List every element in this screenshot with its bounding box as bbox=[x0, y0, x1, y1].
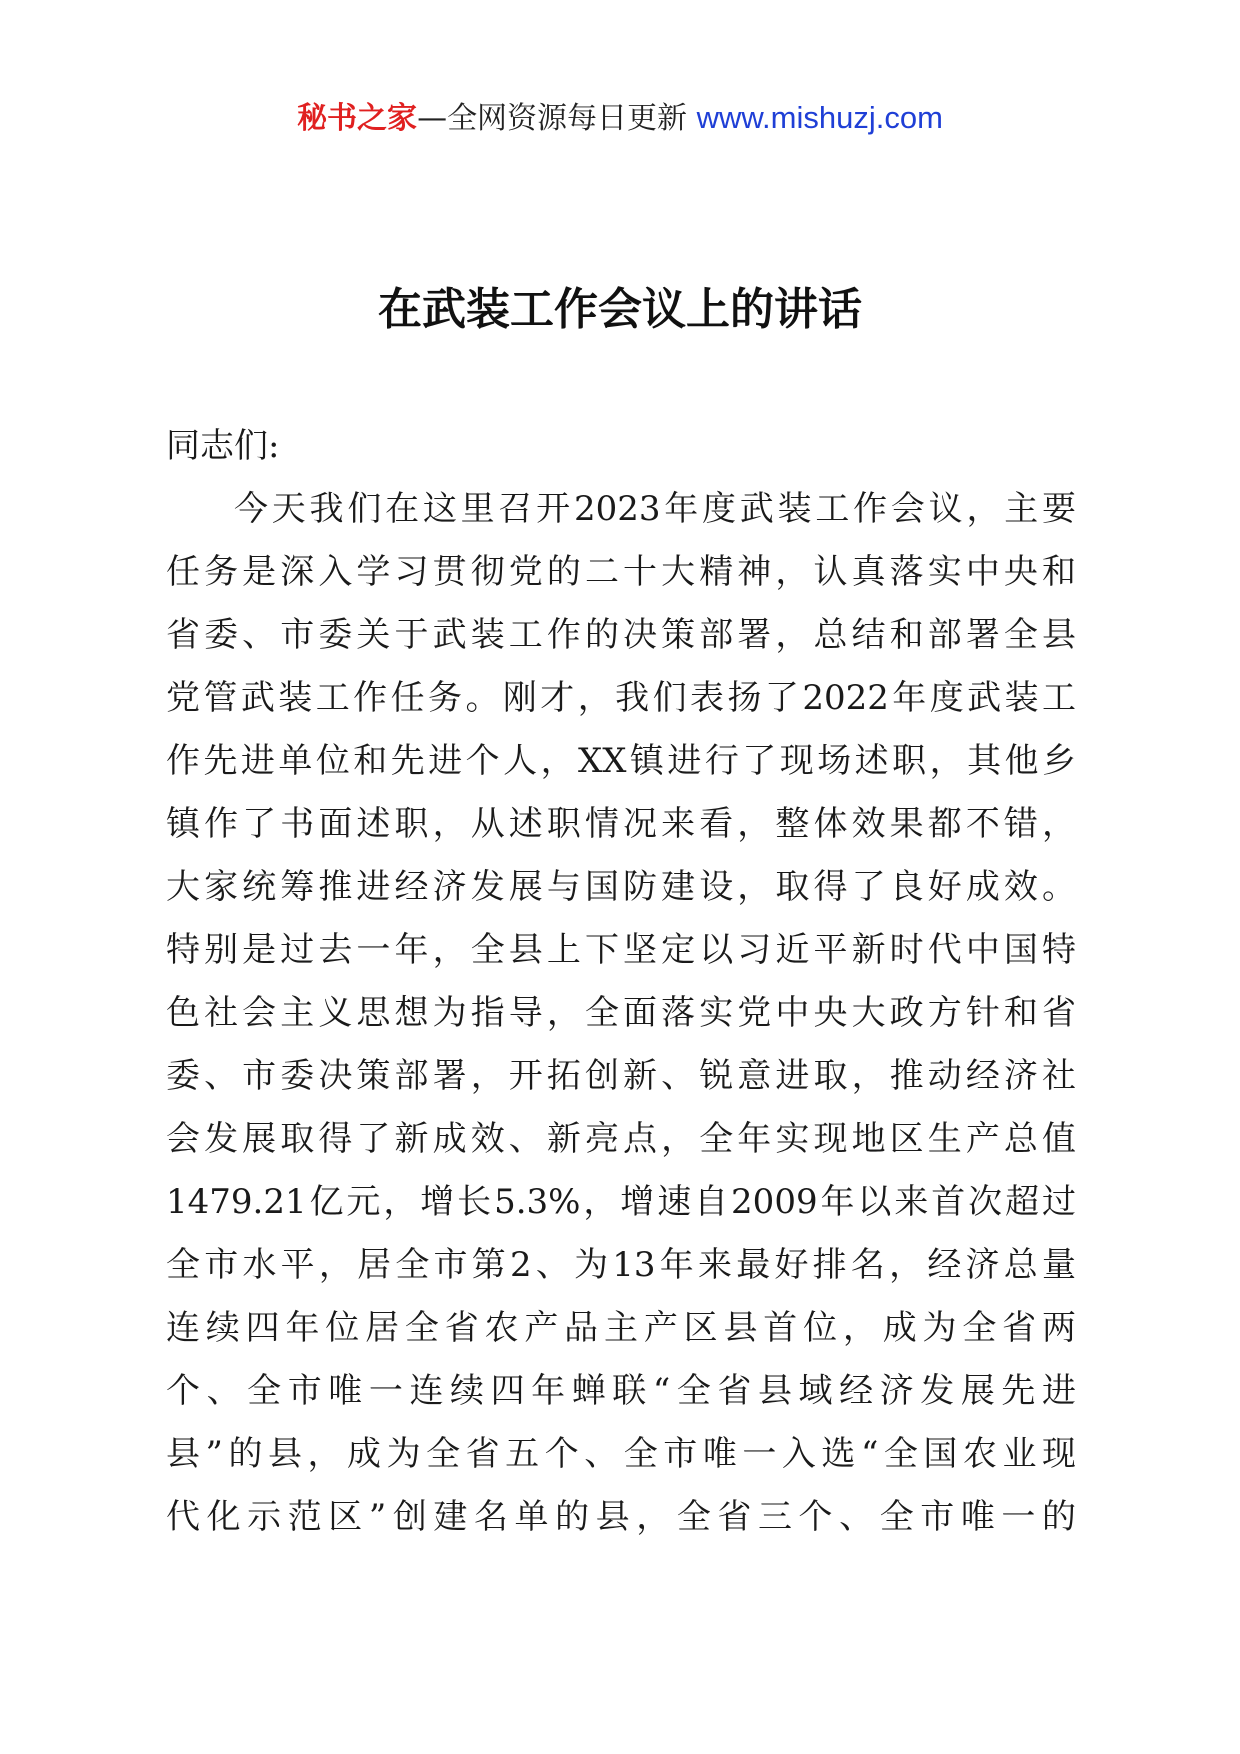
body-line: 1479.21亿元，增长5.3%，增速自2009年以来首次超过 bbox=[166, 1182, 1076, 1222]
body-line: 全市水平，居全市第2、为13年来最好排名，经济总量 bbox=[166, 1245, 1076, 1285]
body-line: 任务是深入学习贯彻党的二十大精神，认真落实中央和 bbox=[166, 552, 1076, 592]
body-line: 作先进单位和先进个人，XX镇进行了现场述职，其他乡 bbox=[166, 741, 1076, 781]
body-line: 连续四年位居全省农产品主产区县首位，成为全省两 bbox=[166, 1308, 1076, 1348]
body-line: 省委、市委关于武装工作的决策部署，总结和部署全县 bbox=[166, 615, 1076, 655]
body-line: 委、市委决策部署，开拓创新、锐意进取，推动经济社 bbox=[166, 1056, 1076, 1096]
body-line: 大家统筹推进经济发展与国防建设，取得了良好成效。 bbox=[166, 867, 1076, 907]
site-brand: 秘书之家 bbox=[297, 101, 418, 136]
site-header bbox=[0, 98, 1240, 139]
body-line: 个、全市唯一连续四年蝉联“全省县域经济发展先进 bbox=[166, 1371, 1076, 1411]
body-line: 色社会主义思想为指导，全面落实党中央大政方针和省 bbox=[166, 993, 1076, 1033]
body-line: 代化示范区”创建名单的县，全省三个、全市唯一的 bbox=[166, 1497, 1076, 1537]
body-line: 县”的县，成为全省五个、全市唯一入选“全国农业现 bbox=[166, 1434, 1076, 1474]
body-line: 今天我们在这里召开2023年度武装工作会议，主要 bbox=[234, 489, 1076, 529]
page-title: 在武装工作会议上的讲话 bbox=[378, 284, 862, 335]
site-url-link[interactable]: www.mishuzj.com bbox=[696, 100, 943, 135]
site-tagline: —全网资源每日更新 bbox=[417, 101, 697, 136]
salutation: 同志们: bbox=[166, 426, 280, 466]
body-line: 镇作了书面述职，从述职情况来看，整体效果都不错， bbox=[166, 804, 1076, 844]
body-line: 特别是过去一年，全县上下坚定以习近平新时代中国特 bbox=[166, 930, 1076, 970]
body-line: 党管武装工作任务。刚才，我们表扬了2022年度武装工 bbox=[166, 678, 1076, 718]
body-line: 会发展取得了新成效、新亮点，全年实现地区生产总值 bbox=[166, 1119, 1076, 1159]
document-body bbox=[166, 415, 1076, 1549]
